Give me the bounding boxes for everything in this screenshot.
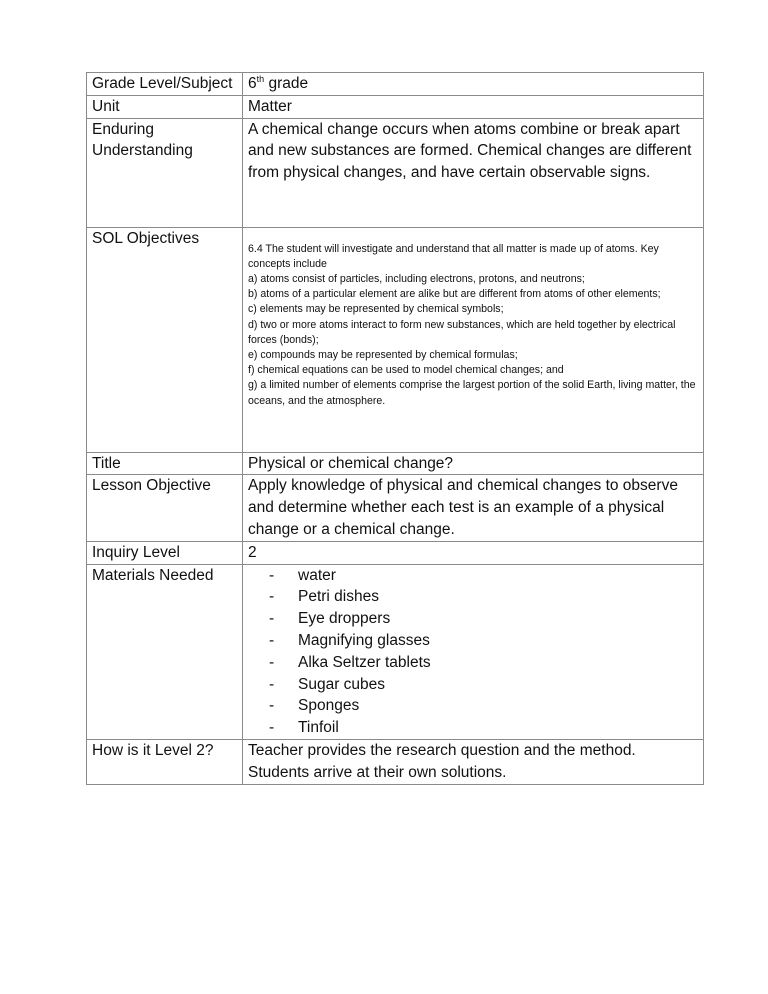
sol-objectives-label: SOL Objectives: [87, 227, 243, 452]
dash-bullet-icon: -: [269, 631, 275, 649]
row-how-level-2: [87, 739, 704, 784]
grade-number: 6: [248, 75, 257, 92]
grade-level-label: Grade Level/Subject: [87, 73, 243, 96]
how-level-2-value: Teacher provides the research question and the method. Students arrive at their own solutions.: [243, 739, 704, 784]
inquiry-level-label: Inquiry Level: [87, 541, 243, 564]
materials-list: [248, 565, 698, 739]
lesson-plan-table: [86, 72, 704, 785]
materials-item-text: Tinfoil: [298, 719, 339, 737]
materials-item: [269, 630, 698, 652]
materials-item: [269, 652, 698, 674]
materials-item-text: Petri dishes: [298, 588, 379, 606]
row-sol-objectives: [87, 227, 704, 452]
title-label: Title: [87, 452, 243, 475]
sol-objectives-value: [243, 227, 704, 452]
enduring-understanding-value: A chemical change occurs when atoms combine or break apart and new substances are formed. Chemical changes are different from physical changes, and have certain observable signs.: [243, 118, 704, 227]
materials-item: [269, 695, 698, 717]
inquiry-level-value: 2: [243, 541, 704, 564]
sol-item-f: f) chemical equations can be used to model chemical changes; and: [248, 364, 564, 377]
sol-item-g: g) a limited number of elements comprise the largest portion of the solid Earth, living matter, the oceans, and the atmosphere.: [248, 379, 696, 407]
row-grade-level: [87, 73, 704, 96]
dash-bullet-icon: -: [269, 719, 275, 737]
sol-item-b: b) atoms of a particular element are alike but are different from atoms of other elements;: [248, 288, 661, 301]
materials-item: [269, 586, 698, 608]
dash-bullet-icon: -: [269, 566, 275, 584]
grade-level-value: [243, 73, 704, 96]
row-title: [87, 452, 704, 475]
sol-item-c: c) elements may be represented by chemical symbols;: [248, 303, 504, 316]
dash-bullet-icon: -: [269, 588, 275, 606]
row-enduring-understanding: [87, 118, 704, 227]
sol-item-e: e) compounds may be represented by chemical formulas;: [248, 349, 518, 362]
row-unit: [87, 95, 704, 118]
sol-item-a: a) atoms consist of particles, including electrons, protons, and neutrons;: [248, 273, 585, 285]
dash-bullet-icon: -: [269, 610, 275, 628]
materials-item: [269, 565, 698, 587]
grade-word: grade: [264, 75, 309, 92]
materials-needed-value: [243, 564, 704, 739]
dash-bullet-icon: -: [269, 653, 275, 671]
materials-item: [269, 717, 698, 739]
unit-value: Matter: [243, 95, 704, 118]
grade-ordinal-suffix: th: [256, 73, 265, 84]
materials-needed-label: Materials Needed: [87, 564, 243, 739]
materials-item-text: Eye droppers: [298, 610, 391, 628]
materials-item-text: water: [298, 566, 336, 584]
unit-label: Unit: [87, 95, 243, 118]
row-materials-needed: [87, 564, 704, 739]
sol-item-d: d) two or more atoms interact to form new substances, which are held together by electrical forces (bonds);: [248, 318, 676, 346]
row-lesson-objective: [87, 475, 704, 541]
sol-intro: 6.4 The student will investigate and understand that all matter is made up of atoms. Key concepts include: [248, 242, 659, 270]
materials-item: [269, 674, 698, 696]
materials-item-text: Sponges: [298, 697, 360, 715]
materials-item: [269, 608, 698, 630]
lesson-objective-value: Apply knowledge of physical and chemical changes to observe and determine whether each test is an example of a physical change or a chemical change.: [243, 475, 704, 541]
dash-bullet-icon: -: [269, 675, 275, 693]
title-value: Physical or chemical change?: [243, 452, 704, 475]
how-level-2-label: How is it Level 2?: [87, 739, 243, 784]
materials-item-text: Magnifying glasses: [298, 631, 430, 649]
materials-item-text: Sugar cubes: [298, 675, 386, 693]
enduring-understanding-label: Enduring Understanding: [87, 118, 243, 227]
row-inquiry-level: [87, 541, 704, 564]
dash-bullet-icon: -: [269, 697, 275, 715]
lesson-objective-label: Lesson Objective: [87, 475, 243, 541]
materials-item-text: Alka Seltzer tablets: [298, 653, 431, 671]
